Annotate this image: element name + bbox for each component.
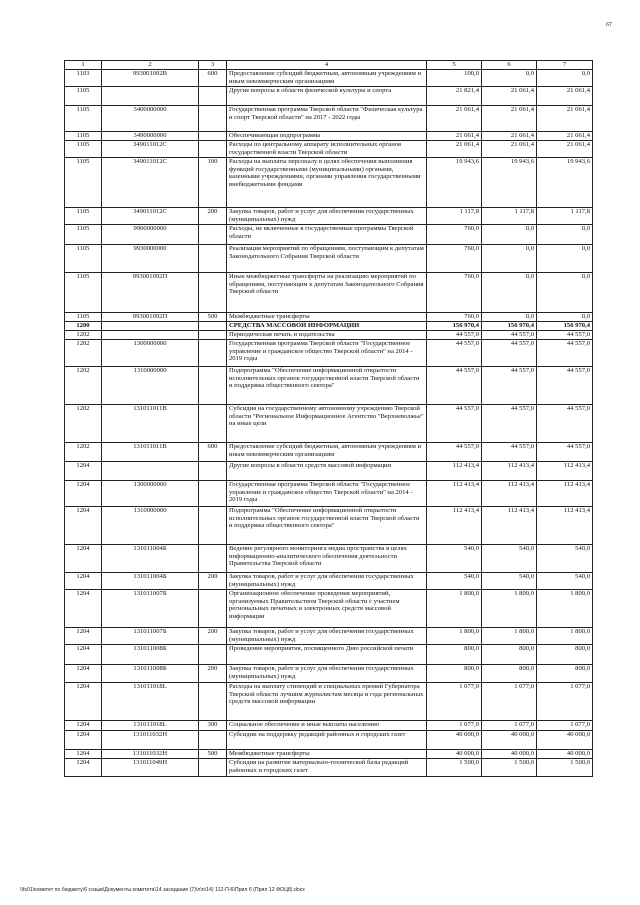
cell-amount-year1: 1 077,0 (427, 721, 482, 731)
cell-amount-year2: 44 557,0 (482, 331, 537, 340)
cell-description: Ведение регулярного мониторинга медиа пространства в целях информационно-аналитического обеспечения деятельности Правительства Тверской области (227, 545, 427, 573)
cell-amount-year3: 21 061,4 (537, 106, 593, 132)
cell-amount-year2: 44 557,0 (482, 340, 537, 367)
cell-description: Межбюджетные трансферты (227, 313, 427, 322)
cell-amount-year3: 540,0 (537, 573, 593, 590)
table-row (65, 158, 593, 208)
cell-description: Закупка товаров, работ и услуг для обеспечения государственных (муниципальных) нужд (227, 665, 427, 683)
cell-description: Организационное обеспечение проведения мероприятий, организуемых Правительством Тверской области с участием региональных печатных и электронных средств массовой информации (227, 590, 427, 628)
cell-expense-type (199, 507, 227, 545)
table-header-row (65, 61, 593, 70)
cell-amount-year3: 1 077,0 (537, 721, 593, 731)
table-row (65, 331, 593, 340)
cell-amount-year3: 0,0 (537, 245, 593, 273)
cell-description: Государственная программа Тверской области "Государственное управление и гражданское общество Тверской области" на 2014 - 2019 годы (227, 481, 427, 507)
cell-expense-type (199, 245, 227, 273)
cell-amount-year1: 44 557,0 (427, 443, 482, 462)
cell-target-code: 1300000000 (102, 481, 199, 507)
cell-amount-year3: 0,0 (537, 273, 593, 313)
table-row (65, 70, 593, 87)
cell-section: 1204 (65, 481, 102, 507)
cell-amount-year1: 112 413,4 (427, 481, 482, 507)
cell-description: Социальное обеспечение и иные выплаты населению (227, 721, 427, 731)
cell-expense-type (199, 590, 227, 628)
table-row (65, 313, 593, 322)
table-row (65, 665, 593, 683)
cell-amount-year3: 40 000,0 (537, 731, 593, 750)
cell-amount-year1: 156 970,4 (427, 322, 482, 331)
cell-target-code (102, 462, 199, 481)
cell-amount-year1: 21 061,4 (427, 141, 482, 158)
cell-expense-type (199, 645, 227, 665)
table-row (65, 208, 593, 225)
cell-section: 1204 (65, 731, 102, 750)
cell-description: Закупка товаров, работ и услуг для обеспечения государственных (муниципальных) нужд (227, 628, 427, 645)
cell-section: 1105 (65, 132, 102, 141)
cell-section: 1200 (65, 322, 102, 331)
cell-amount-year1: 760,0 (427, 313, 482, 322)
cell-expense-type (199, 545, 227, 573)
cell-amount-year3: 112 413,4 (537, 462, 593, 481)
header-col-7: 7 (537, 61, 593, 70)
cell-amount-year2: 1 077,0 (482, 683, 537, 721)
cell-amount-year1: 1 800,0 (427, 628, 482, 645)
cell-description: Государственная программа Тверской области "Государственное управление и гражданское общество Тверской области" на 2014 - 2019 годы (227, 340, 427, 367)
table-row (65, 545, 593, 573)
cell-description: Подпрограмма "Обеспечение информационной открытости исполнительных органов государственной власти Тверской области и поддержка общественного сектора" (227, 507, 427, 545)
cell-target-code: 131011011В (102, 405, 199, 443)
cell-amount-year1: 760,0 (427, 273, 482, 313)
cell-expense-type (199, 273, 227, 313)
cell-amount-year3: 1 077,0 (537, 683, 593, 721)
cell-amount-year2: 800,0 (482, 645, 537, 665)
cell-target-code: 131011008Б (102, 665, 199, 683)
cell-amount-year3: 44 557,0 (537, 331, 593, 340)
cell-amount-year2: 1 800,0 (482, 628, 537, 645)
cell-section: 1204 (65, 759, 102, 777)
cell-amount-year2: 112 413,4 (482, 481, 537, 507)
cell-amount-year2: 540,0 (482, 573, 537, 590)
cell-expense-type (199, 331, 227, 340)
cell-amount-year1: 44 557,0 (427, 405, 482, 443)
cell-target-code: 131011004Б (102, 573, 199, 590)
cell-section: 1105 (65, 208, 102, 225)
cell-target-code: 349011012С (102, 141, 199, 158)
cell-description: Субсидия на государственному автономному учреждению Тверской области "Региональное Информационное Агентство "Верхневолжье" на иные цели (227, 405, 427, 443)
cell-amount-year3: 44 557,0 (537, 340, 593, 367)
cell-amount-year3: 1 800,0 (537, 590, 593, 628)
table-row (65, 507, 593, 545)
cell-target-code: 993001092П (102, 313, 199, 322)
cell-amount-year2: 0,0 (482, 225, 537, 245)
cell-expense-type (199, 106, 227, 132)
header-col-2: 2 (102, 61, 199, 70)
cell-description: Другие вопросы в области средств массовой информации (227, 462, 427, 481)
cell-description: Предоставление субсидий бюджетным, автономным учреждениям и иным некоммерческим организациям (227, 443, 427, 462)
cell-description: Расходы, не включенные в государственные программы Тверской области (227, 225, 427, 245)
cell-target-code: 9900000000 (102, 225, 199, 245)
cell-expense-type: 600 (199, 70, 227, 87)
cell-section: 1204 (65, 665, 102, 683)
cell-amount-year1: 44 557,0 (427, 367, 482, 405)
header-col-6: 6 (482, 61, 537, 70)
cell-description: Расходы на выплату стипендий и специальных премий Губернатора Тверской области лучшим журналистам месяца и года региональных средств массовой информации (227, 683, 427, 721)
cell-description: Закупка товаров, работ и услуг для обеспечения государственных (муниципальных) нужд (227, 573, 427, 590)
cell-section: 1105 (65, 141, 102, 158)
table-row (65, 721, 593, 731)
cell-expense-type: 100 (199, 158, 227, 208)
cell-amount-year1: 760,0 (427, 225, 482, 245)
cell-section: 1202 (65, 331, 102, 340)
cell-section: 1204 (65, 645, 102, 665)
cell-target-code: 131011007Б (102, 628, 199, 645)
cell-amount-year3: 21 061,4 (537, 132, 593, 141)
cell-amount-year3: 1 800,0 (537, 628, 593, 645)
cell-description: Расходы на выплаты персоналу в целях обеспечения выполнения функций государственными (муниципальными) органами, казенными учреждениями, органами управления государственными внебюджетными фондами (227, 158, 427, 208)
cell-expense-type (199, 141, 227, 158)
cell-section: 1204 (65, 628, 102, 645)
cell-target-code (102, 87, 199, 106)
cell-amount-year1: 44 557,0 (427, 331, 482, 340)
cell-section: 1202 (65, 443, 102, 462)
cell-amount-year2: 800,0 (482, 665, 537, 683)
cell-section: 1202 (65, 405, 102, 443)
cell-amount-year2: 21 061,4 (482, 87, 537, 106)
cell-amount-year3: 19 943,6 (537, 158, 593, 208)
cell-section: 1103 (65, 70, 102, 87)
cell-amount-year3: 800,0 (537, 665, 593, 683)
cell-amount-year2: 40 000,0 (482, 750, 537, 759)
cell-amount-year1: 112 413,4 (427, 507, 482, 545)
cell-amount-year3: 44 557,0 (537, 443, 593, 462)
cell-amount-year1: 40 000,0 (427, 731, 482, 750)
table-row (65, 731, 593, 750)
cell-amount-year1: 1 077,0 (427, 683, 482, 721)
header-col-4: 4 (227, 61, 427, 70)
cell-amount-year2: 540,0 (482, 545, 537, 573)
cell-amount-year1: 1 800,0 (427, 590, 482, 628)
cell-section: 1202 (65, 367, 102, 405)
table-row (65, 367, 593, 405)
cell-description: Подпрограмма "Обеспечение информационной открытости исполнительных органов государственной власти Тверской области и поддержка общественного сектора" (227, 367, 427, 405)
cell-section: 1202 (65, 340, 102, 367)
table-row (65, 462, 593, 481)
cell-expense-type (199, 340, 227, 367)
cell-amount-year2: 0,0 (482, 245, 537, 273)
cell-amount-year2: 0,0 (482, 70, 537, 87)
cell-section: 1105 (65, 87, 102, 106)
cell-amount-year3: 1 117,8 (537, 208, 593, 225)
cell-expense-type (199, 367, 227, 405)
cell-amount-year3: 0,0 (537, 313, 593, 322)
cell-amount-year1: 44 557,0 (427, 340, 482, 367)
cell-description: Субсидии на поддержку редакций районных и городских газет (227, 731, 427, 750)
cell-description: Периодическая печать и издательства (227, 331, 427, 340)
cell-amount-year1: 19 943,6 (427, 158, 482, 208)
table-row (65, 132, 593, 141)
cell-target-code: 1300000000 (102, 340, 199, 367)
cell-amount-year3: 112 413,4 (537, 507, 593, 545)
cell-target-code: 993001092П (102, 273, 199, 313)
cell-description: Межбюджетные трансферты (227, 750, 427, 759)
cell-target-code (102, 322, 199, 331)
cell-target-code: 1310000000 (102, 367, 199, 405)
cell-section: 1204 (65, 590, 102, 628)
cell-amount-year3: 540,0 (537, 545, 593, 573)
cell-amount-year1: 540,0 (427, 573, 482, 590)
cell-section: 1105 (65, 158, 102, 208)
cell-target-code: 131011008Б (102, 645, 199, 665)
cell-description: Проведение мероприятия, посвященного Дню российской печати (227, 645, 427, 665)
cell-expense-type: 200 (199, 573, 227, 590)
cell-description: Государственная программа Тверской области "Физическая культура и спорт Тверской области" на 2017 - 2022 годы (227, 106, 427, 132)
table-row (65, 590, 593, 628)
cell-target-code: 1310000000 (102, 507, 199, 545)
cell-amount-year2: 0,0 (482, 313, 537, 322)
cell-section: 1204 (65, 507, 102, 545)
cell-amount-year2: 40 000,0 (482, 731, 537, 750)
cell-expense-type: 200 (199, 665, 227, 683)
cell-amount-year2: 156 970,4 (482, 322, 537, 331)
cell-section: 1105 (65, 313, 102, 322)
cell-amount-year3: 40 000,0 (537, 750, 593, 759)
cell-amount-year1: 112 413,4 (427, 462, 482, 481)
cell-expense-type (199, 132, 227, 141)
cell-amount-year3: 21 061,4 (537, 87, 593, 106)
cell-amount-year2: 1 800,0 (482, 590, 537, 628)
cell-section: 1105 (65, 106, 102, 132)
table-row (65, 645, 593, 665)
cell-amount-year3: 44 557,0 (537, 405, 593, 443)
cell-target-code: 3490000000 (102, 132, 199, 141)
cell-amount-year2: 112 413,4 (482, 507, 537, 545)
cell-expense-type (199, 731, 227, 750)
cell-section: 1204 (65, 573, 102, 590)
table-row (65, 683, 593, 721)
table-row (65, 443, 593, 462)
cell-amount-year2: 0,0 (482, 273, 537, 313)
cell-description: СРЕДСТВА МАССОВОЙ ИНФОРМАЦИИ (227, 322, 427, 331)
cell-expense-type: 600 (199, 443, 227, 462)
cell-amount-year1: 800,0 (427, 645, 482, 665)
cell-expense-type: 200 (199, 208, 227, 225)
cell-target-code (102, 331, 199, 340)
cell-description: Реализация мероприятий по обращениям, поступающим к депутатам Законодательного Собрания Тверской области (227, 245, 427, 273)
cell-target-code: 349011012С (102, 158, 199, 208)
table-row (65, 141, 593, 158)
cell-amount-year1: 21 061,4 (427, 132, 482, 141)
cell-amount-year2: 112 413,4 (482, 462, 537, 481)
cell-description: Закупка товаров, работ и услуг для обеспечения государственных (муниципальных) нужд (227, 208, 427, 225)
cell-expense-type: 200 (199, 628, 227, 645)
header-col-3: 3 (199, 61, 227, 70)
cell-amount-year2: 21 061,4 (482, 132, 537, 141)
table-row (65, 750, 593, 759)
cell-amount-year3: 0,0 (537, 70, 593, 87)
table-row (65, 245, 593, 273)
cell-expense-type (199, 225, 227, 245)
cell-amount-year3: 112 413,4 (537, 481, 593, 507)
cell-amount-year3: 800,0 (537, 645, 593, 665)
cell-amount-year3: 1 500,0 (537, 759, 593, 777)
cell-amount-year2: 44 557,0 (482, 405, 537, 443)
cell-amount-year3: 44 557,0 (537, 367, 593, 405)
table-row (65, 405, 593, 443)
cell-amount-year2: 21 061,4 (482, 106, 537, 132)
cell-amount-year1: 21 821,4 (427, 87, 482, 106)
table-row (65, 106, 593, 132)
header-col-1: 1 (65, 61, 102, 70)
cell-expense-type: 500 (199, 750, 227, 759)
budget-table (64, 60, 593, 777)
cell-description: Иные межбюджетные трансферты на реализацию мероприятий по обращениям, поступающим к депутатам Законодательного Собрания Тверской области (227, 273, 427, 313)
cell-amount-year2: 1 077,0 (482, 721, 537, 731)
cell-expense-type (199, 759, 227, 777)
cell-expense-type (199, 481, 227, 507)
cell-target-code: 131011018L (102, 721, 199, 731)
cell-target-code: 131011004Б (102, 545, 199, 573)
cell-target-code: 131011011В (102, 443, 199, 462)
cell-section: 1204 (65, 683, 102, 721)
cell-amount-year1: 40 000,0 (427, 750, 482, 759)
cell-target-code: 131011018L (102, 683, 199, 721)
cell-description: Предоставление субсидий бюджетным, автономным учреждениям и иным некоммерческим организациям (227, 70, 427, 87)
cell-section: 1204 (65, 462, 102, 481)
cell-amount-year2: 19 943,6 (482, 158, 537, 208)
cell-amount-year3: 0,0 (537, 225, 593, 245)
cell-target-code: 131011007Б (102, 590, 199, 628)
cell-target-code: 131011032Н (102, 731, 199, 750)
cell-description: Обеспечивающая подпрограмма (227, 132, 427, 141)
cell-amount-year2: 1 117,8 (482, 208, 537, 225)
table-row (65, 759, 593, 777)
cell-amount-year1: 760,0 (427, 245, 482, 273)
cell-amount-year1: 21 061,4 (427, 106, 482, 132)
table-row (65, 322, 593, 331)
cell-amount-year1: 1 500,0 (427, 759, 482, 777)
cell-section: 1204 (65, 750, 102, 759)
cell-amount-year3: 21 061,4 (537, 141, 593, 158)
cell-expense-type (199, 322, 227, 331)
cell-target-code: 993001092В (102, 70, 199, 87)
cell-target-code: 131011049Н (102, 759, 199, 777)
table-row (65, 573, 593, 590)
footer-file-path: \\fs01\комитет по бюджету\6 созыв\Документы комитета\14 заседание (7)\n\n\14) 112-П-6\Прил 6 (Прил 12 ФОЦ8).docx (20, 887, 305, 893)
cell-amount-year1: 1 117,8 (427, 208, 482, 225)
table-row (65, 481, 593, 507)
cell-description: Расходы по центральному аппарату исполнительных органов государственной власти Тверской области (227, 141, 427, 158)
cell-section: 1204 (65, 545, 102, 573)
cell-amount-year2: 1 500,0 (482, 759, 537, 777)
cell-expense-type (199, 87, 227, 106)
cell-expense-type (199, 462, 227, 481)
cell-amount-year1: 100,0 (427, 70, 482, 87)
cell-amount-year1: 540,0 (427, 545, 482, 573)
cell-section: 1105 (65, 245, 102, 273)
page-number: 67 (606, 22, 612, 28)
table-row (65, 273, 593, 313)
cell-amount-year2: 44 557,0 (482, 367, 537, 405)
cell-amount-year2: 21 061,4 (482, 141, 537, 158)
table-row (65, 340, 593, 367)
cell-expense-type (199, 405, 227, 443)
cell-section: 1204 (65, 721, 102, 731)
cell-target-code: 131011032Н (102, 750, 199, 759)
table-row (65, 628, 593, 645)
cell-target-code: 9930000000 (102, 245, 199, 273)
table-row (65, 225, 593, 245)
cell-description: Субсидия на развитие материально-технической базы редакций районных и городских газет (227, 759, 427, 777)
cell-amount-year2: 44 557,0 (482, 443, 537, 462)
cell-description: Другие вопросы в области физической культуры и спорта (227, 87, 427, 106)
cell-amount-year3: 156 970,4 (537, 322, 593, 331)
table-row (65, 87, 593, 106)
cell-section: 1105 (65, 225, 102, 245)
cell-target-code: 3400000000 (102, 106, 199, 132)
cell-section: 1105 (65, 273, 102, 313)
cell-amount-year1: 800,0 (427, 665, 482, 683)
cell-expense-type (199, 683, 227, 721)
cell-expense-type: 300 (199, 721, 227, 731)
cell-target-code: 349011012С (102, 208, 199, 225)
cell-expense-type: 500 (199, 313, 227, 322)
header-col-5: 5 (427, 61, 482, 70)
